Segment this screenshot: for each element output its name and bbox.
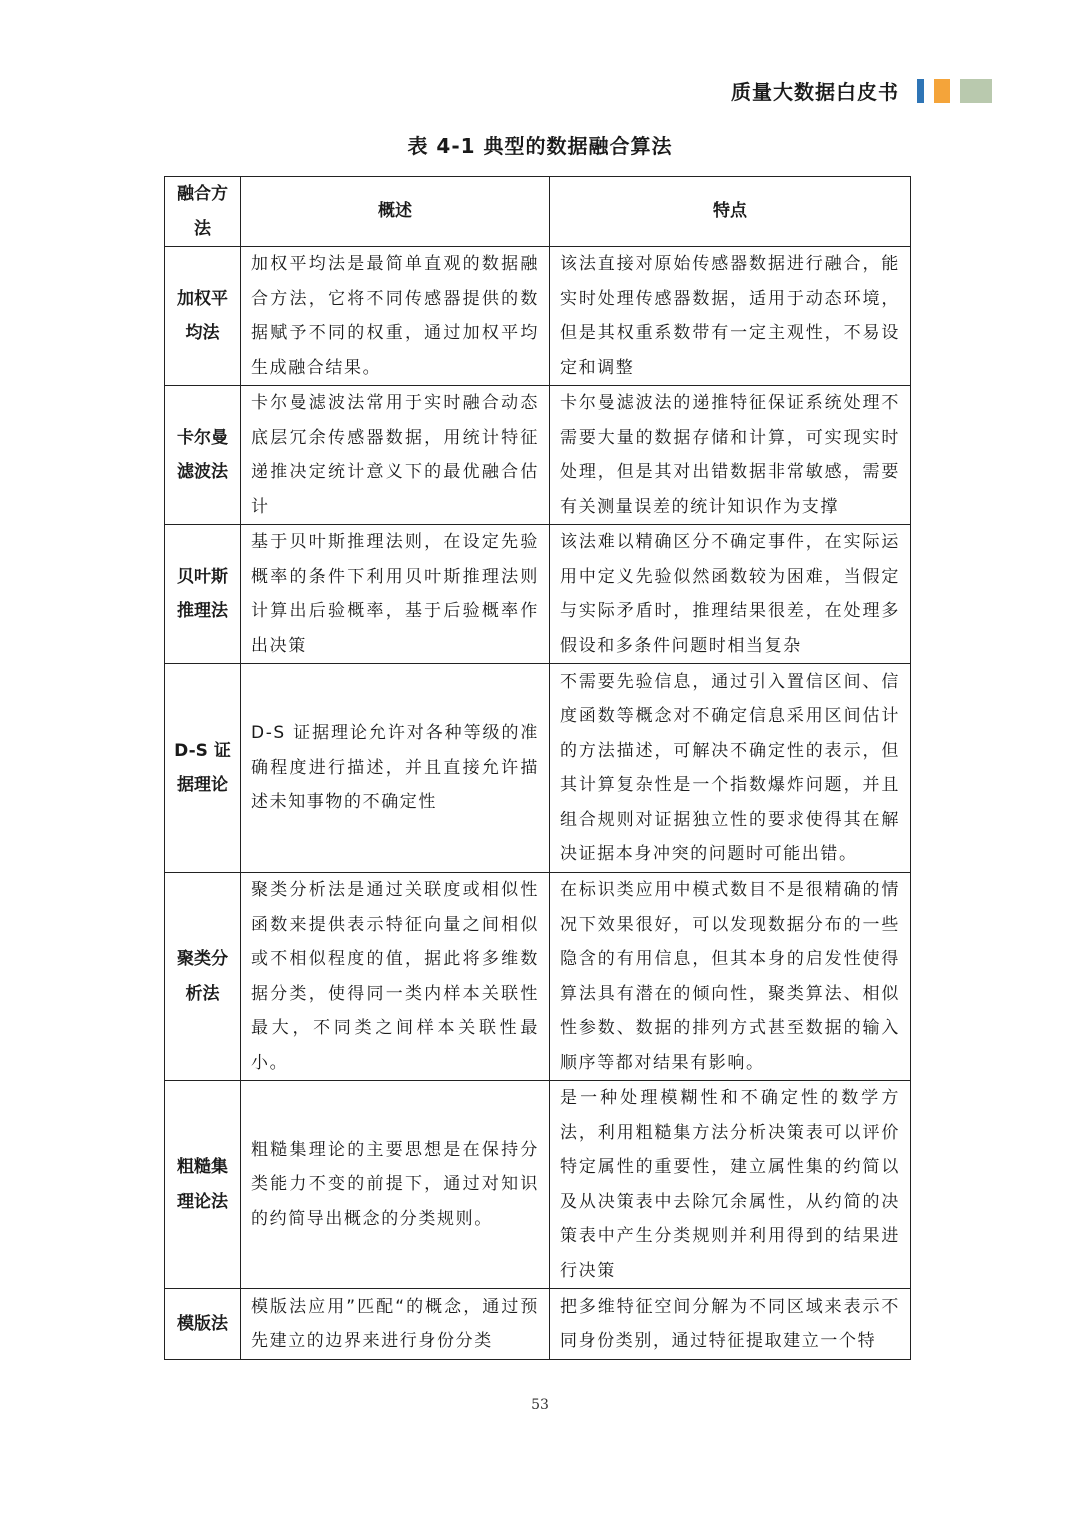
summary-cell: 聚类分析法是通过关联度或相似性函数来提供表示特征向量之间相似或不相似程度的值，据此将多维数据分类，使得同一类内样本关联性最大，不同类之间样本关联性最小。 bbox=[241, 873, 550, 1081]
features-cell: 在标识类应用中模式数目不是很精确的情况下效果很好，可以发现数据分布的一些隐含的有用信息，但其本身的启发性使得算法具有潜在的倾向性，聚类算法、相似性参数、数据的排列方式甚至数据的输入顺序等都对结果有影响。 bbox=[550, 873, 911, 1081]
table-row bbox=[165, 1081, 911, 1289]
header-features: 特点 bbox=[550, 177, 911, 247]
header-method: 融合方法 bbox=[165, 177, 241, 247]
method-cell: D-S 证据理论 bbox=[165, 664, 241, 873]
table-row bbox=[165, 873, 911, 1081]
features-cell: 该法直接对原始传感器数据进行融合，能实时处理传感器数据，适用于动态环境，但是其权重系数带有一定主观性，不易设定和调整 bbox=[550, 247, 911, 386]
table-header-row bbox=[165, 177, 911, 247]
summary-cell: D-S 证据理论允许对各种等级的准确程度进行描述，并且直接允许描述未知事物的不确定性 bbox=[241, 664, 550, 873]
method-cell: 聚类分析法 bbox=[165, 873, 241, 1081]
green-block bbox=[960, 79, 992, 103]
summary-cell: 模版法应用”匹配“的概念，通过预先建立的边界来进行身份分类 bbox=[241, 1289, 550, 1360]
table-row bbox=[165, 525, 911, 664]
features-cell: 把多维特征空间分解为不同区域来表示不同身份类别，通过特征提取建立一个特 bbox=[550, 1289, 911, 1360]
blue-block bbox=[917, 79, 924, 103]
method-cell: 贝叶斯推理法 bbox=[165, 525, 241, 664]
table-caption: 表 4-1 典型的数据融合算法 bbox=[407, 134, 673, 158]
method-cell: 粗糙集理论法 bbox=[165, 1081, 241, 1289]
page-header bbox=[731, 76, 992, 105]
summary-cell: 基于贝叶斯推理法则，在设定先验概率的条件下利用贝叶斯推理法则计算出后验概率，基于后验概率作出决策 bbox=[241, 525, 550, 664]
fusion-algorithms-table bbox=[164, 176, 911, 1360]
method-cell: 卡尔曼滤波法 bbox=[165, 386, 241, 525]
method-cell: 加权平均法 bbox=[165, 247, 241, 386]
table-row bbox=[165, 247, 911, 386]
method-cell: 模版法 bbox=[165, 1289, 241, 1360]
header-summary: 概述 bbox=[241, 177, 550, 247]
summary-cell: 粗糙集理论的主要思想是在保持分类能力不变的前提下，通过对知识的约简导出概念的分类规则。 bbox=[241, 1081, 550, 1289]
table-row bbox=[165, 664, 911, 873]
summary-cell: 卡尔曼滤波法常用于实时融合动态底层冗余传感器数据，用统计特征递推决定统计意义下的最优融合估计 bbox=[241, 386, 550, 525]
features-cell: 不需要先验信息，通过引入置信区间、信度函数等概念对不确定信息采用区间估计的方法描述，可解决不确定性的表示，但其计算复杂性是一个指数爆炸问题，并且组合规则对证据独立性的要求使得其在解决证据本身冲突的问题时可能出错。 bbox=[550, 664, 911, 873]
header-color-blocks bbox=[917, 79, 992, 103]
features-cell: 该法难以精确区分不确定事件，在实际运用中定义先验似然函数较为困难，当假定与实际矛盾时，推理结果很差，在处理多假设和多条件问题时相当复杂 bbox=[550, 525, 911, 664]
features-cell: 是一种处理模糊性和不确定性的数学方法，利用粗糙集方法分析决策表可以评价特定属性的重要性，建立属性集的约简以及从决策表中去除冗余属性，从约简的决策表中产生分类规则并利用得到的结果进行决策 bbox=[550, 1081, 911, 1289]
features-cell: 卡尔曼滤波法的递推特征保证系统处理不需要大量的数据存储和计算，可实现实时处理，但是其对出错数据非常敏感，需要有关测量误差的统计知识作为支撑 bbox=[550, 386, 911, 525]
summary-cell: 加权平均法是最简单直观的数据融合方法，它将不同传感器提供的数据赋予不同的权重，通过加权平均生成融合结果。 bbox=[241, 247, 550, 386]
table-row bbox=[165, 1289, 911, 1360]
table-row bbox=[165, 386, 911, 525]
document-title: 质量大数据白皮书 bbox=[731, 80, 899, 104]
page-number: 53 bbox=[531, 1397, 549, 1413]
orange-block bbox=[934, 79, 950, 103]
